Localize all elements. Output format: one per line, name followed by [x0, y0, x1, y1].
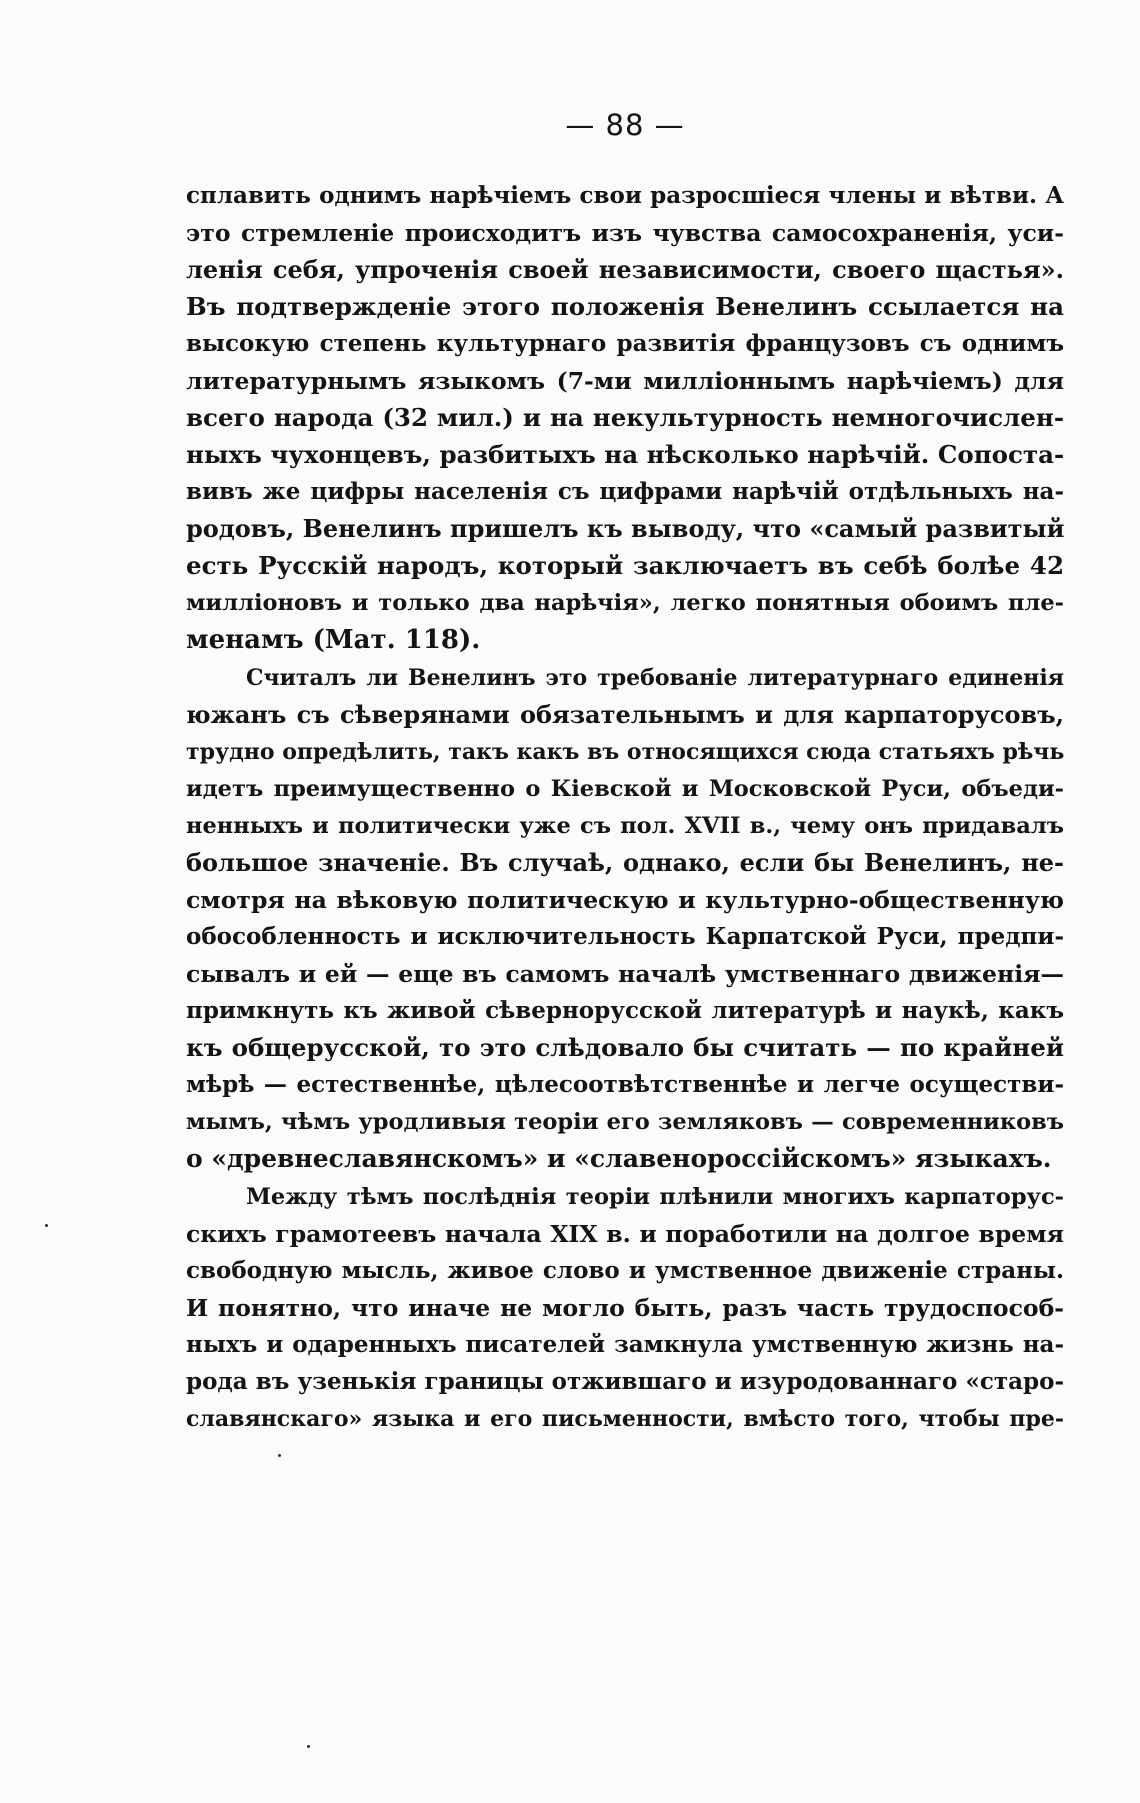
text-line: сплавить однимъ нарѣчіемъ свои разросшіеся члены и вѣтви. А [186, 182, 1064, 209]
text-line: Считалъ ли Венелинъ это требованіе литературнаго единенія [246, 665, 1064, 691]
text-line: Между тѣмъ послѣднія теоріи плѣнили многихъ карпаторус- [246, 1184, 1064, 1210]
text-line: И понятно, что иначе не могло быть, разъ часть трудоспособ- [186, 1294, 1064, 1322]
text-line: родовъ, Венелинъ пришелъ къ выводу, что «самый развитый [186, 514, 1065, 543]
text-line: сывалъ и ей — еще въ самомъ началѣ умственнаго движенія— [186, 960, 1064, 988]
text-line: литературнымъ языкомъ (7-ми милліоннымъ нарѣчіемъ) для [186, 367, 1064, 395]
text-line: славянскаго» языка и его письменности, вмѣсто того, чтобы пре- [186, 1406, 1064, 1432]
text-line: южанъ съ сѣверянами обязательнымъ и для карпаторусовъ, [186, 700, 1064, 729]
text-line: о «древнеславянскомъ» и «славенороссійскомъ» языкахъ. [186, 1144, 1052, 1173]
text-line: высокую степень культурнаго развитія французовъ съ однимъ [186, 330, 1064, 357]
scan-speck [45, 1224, 48, 1227]
text-line: рода въ узенькія границы отжившаго и изуродованнаго «старо- [186, 1368, 1064, 1395]
text-line: ныхъ чухонцевъ, разбитыхъ на нѣсколько нарѣчій. Сопоста- [186, 440, 1065, 469]
text-line: свободную мысль, живое слово и умственное движеніе страны. [186, 1257, 1064, 1284]
text-line: большое значеніе. Въ случаѣ, однако, если бы Венелинъ, не- [186, 848, 1064, 877]
text-line: скихъ грамотеевъ начала XIX в. и поработили на долгое время [186, 1220, 1064, 1248]
text-line: милліоновъ и только два нарѣчія», легко понятныя обоимъ пле- [186, 590, 1064, 616]
text-line: мѣрѣ — естественнѣе, цѣлесоотвѣтственнѣе и легче осуществи- [186, 1071, 1064, 1098]
text-line: обособленность и исключительность Карпатской Руси, предпи- [186, 923, 1064, 950]
scan-speck [278, 1454, 281, 1457]
text-line: примкнуть къ живой сѣвернорусской литературѣ и наукѣ, какъ [186, 997, 1064, 1024]
text-line: менамъ (Мат. 118). [186, 625, 481, 655]
text-line: это стремленіе происходитъ изъ чувства самосохраненія, уси- [186, 219, 1064, 247]
text-line: трудно опредѣлить, такъ какъ въ относящихся сюда статьяхъ рѣчь [186, 739, 1065, 765]
page-number: — 88 — [565, 108, 685, 142]
text-line: есть Русскій народъ, который заключаетъ въ себѣ болѣе 42 [186, 551, 1064, 580]
text-line: всего народа (32 мил.) и на некультурность немногочислен- [186, 403, 1064, 432]
text-line: къ общерусской, то это слѣдовало бы считать — по крайней [186, 1033, 1064, 1062]
text-line: смотря на вѣковую политическую и культурно-общественную [186, 886, 1064, 914]
book-page [186, 0, 1064, 1803]
text-line: вивъ же цифры населенія съ цифрами нарѣчій отдѣльныхъ на- [186, 478, 1064, 505]
text-line: ныхъ и одаренныхъ писателей замкнула умственную жизнь на- [186, 1331, 1064, 1358]
text-line: мымъ, чѣмъ уродливыя теоріи его земляковъ — современниковъ [186, 1109, 1064, 1135]
text-line: Въ подтвержденіе этого положенія Венелинъ ссылается на [186, 292, 1064, 321]
text-line: идетъ преимущественно о Кіевской и Московской Руси, объеди- [186, 776, 1064, 802]
scan-speck [307, 1745, 310, 1748]
text-line: ненныхъ и политически уже съ пол. XVII в., чему онъ придавалъ [186, 813, 1064, 839]
text-line: ленія себя, упроченія своей независимости, своего щастья». [186, 255, 1064, 284]
